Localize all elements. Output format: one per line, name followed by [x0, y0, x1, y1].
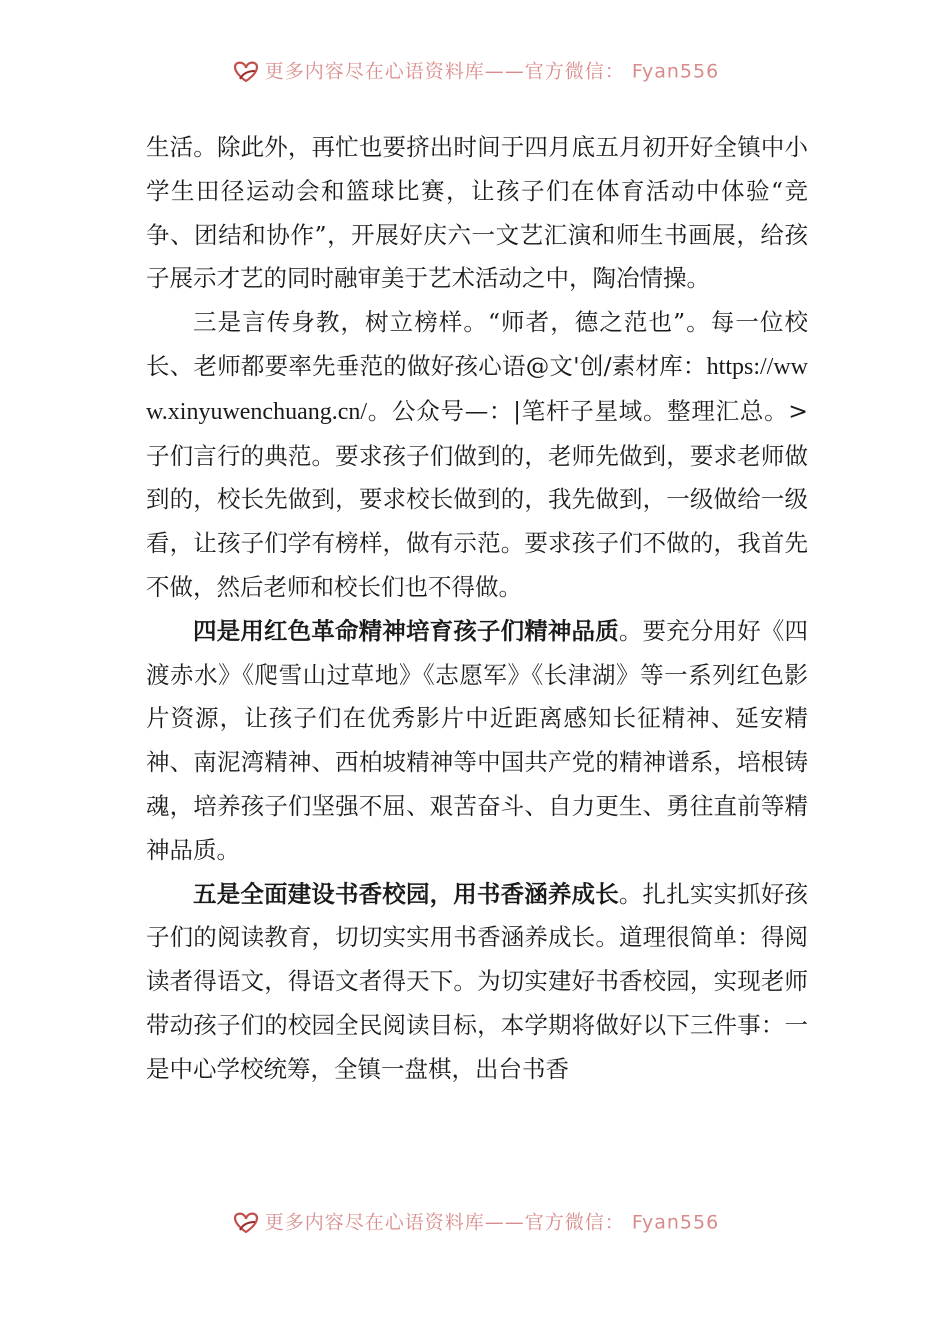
paragraph-4 [146, 873, 808, 1092]
paragraph-3-rest: 。要充分用好《四渡赤水》《爬雪山过草地》《志愿军》《长津湖》等一系列红色影片资源，让孩子们在优秀影片中近距离感知长征精神、延安精神、南泥湾精神、西柏坡精神等中国共产党的精神谱系，培根铸魂，培养孩子们坚强不屈、艰苦奋斗、自力更生、勇往直前等精神品质。 [146, 616, 809, 864]
paragraph-3-heading: 四是用红色革命精神培育孩子们精神品质 [193, 616, 619, 645]
paragraph-2-lead: 三是言传身教，树立榜样。“师者，德之范也”。每一位校长、老师都要率先垂范的做好孩心语@文'创/素材库： [146, 308, 808, 380]
paragraph-3 [146, 610, 808, 873]
paragraph-2 [146, 301, 808, 610]
paragraph-4-heading: 五是全面建设书香校园，用书香涵养成长 [193, 879, 619, 908]
logo-icon [231, 59, 261, 85]
paragraph-2-rest: 。公众号—：|笔杆子星域。整理汇总。>子们言行的典范。要求孩子们做到的，老师先做到，要求老师做到的，校长先做到，要求校长做到的，我先做到，一级做给一级看，让孩子们学有榜样，做有示范。要求孩子们不做的，我首先不做，然后老师和校长们也不得做。 [146, 396, 808, 601]
footer-banner [0, 1207, 950, 1237]
header-banner-text: 更多内容尽在心语资料库——官方微信： Fyan556 [264, 60, 720, 83]
body-text [146, 126, 808, 1092]
paragraph-2-url[interactable]: https://www.xinyuwenchuang.cn/ [146, 353, 808, 425]
logo-icon [231, 1210, 261, 1236]
header-banner [0, 56, 950, 86]
paragraph-4-rest: 。扎扎实实抓好孩子们的阅读教育，切切实实用书香涵养成长。道理很简单：得阅读者得语文，得语文者得天下。为切实建好书香校园，实现老师带动孩子们的校园全民阅读目标，本学期将做好以下三件事：一是中心学校统筹，全镇一盘棋，出台书香 [146, 879, 809, 1083]
paragraph-1: 生活。除此外，再忙也要挤出时间于四月底五月初开好全镇中小学生田径运动会和篮球比赛，让孩子们在体育活动中体验“竞争、团结和协作”，开展好庆六一文艺汇演和师生书画展，给孩子展示才艺的同时融审美于艺术活动之中，陶冶情操。 [146, 133, 808, 293]
footer-banner-text: 更多内容尽在心语资料库——官方微信： Fyan556 [264, 1211, 720, 1234]
